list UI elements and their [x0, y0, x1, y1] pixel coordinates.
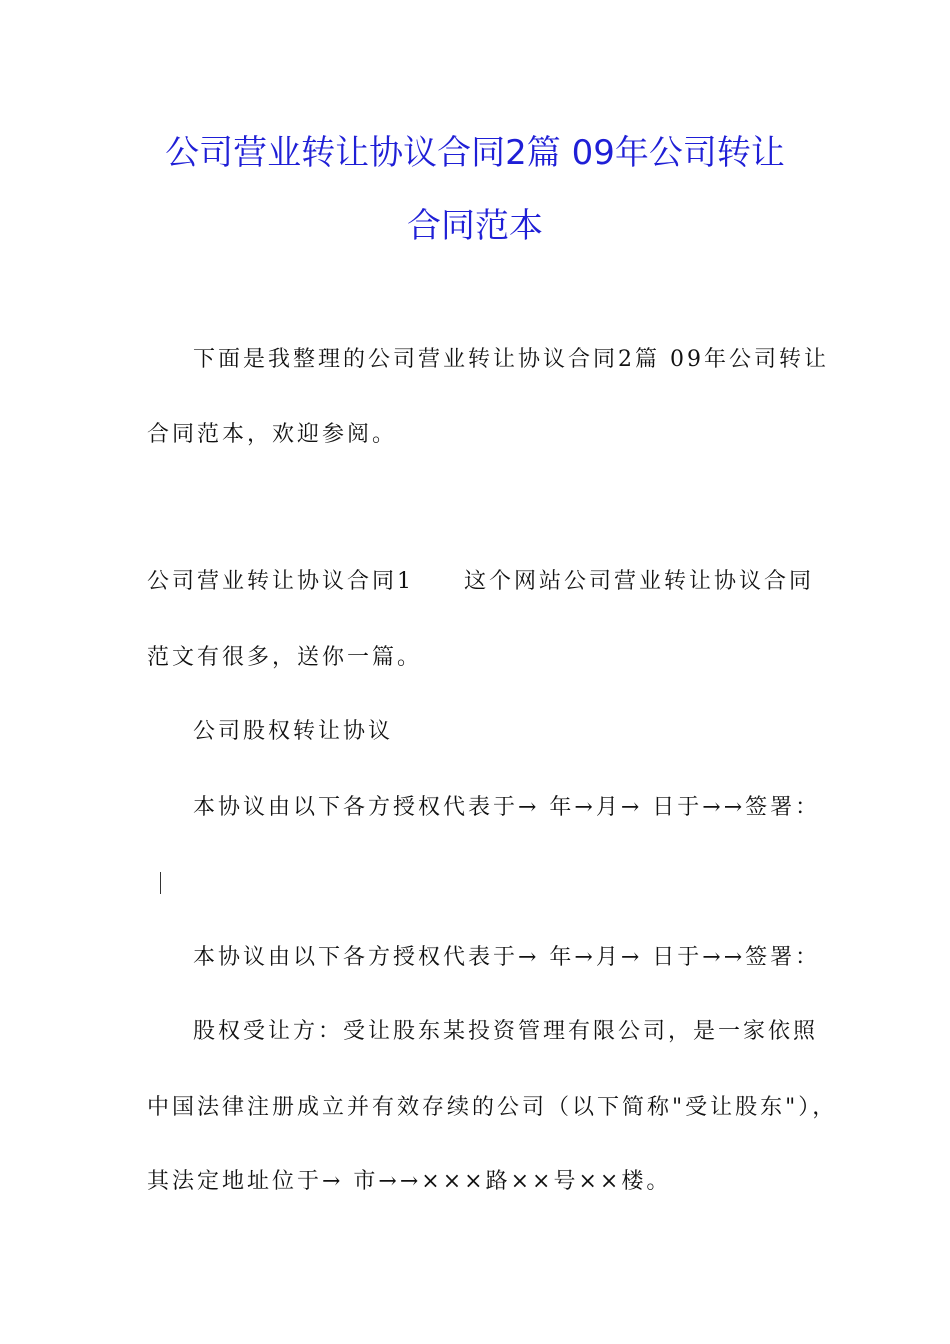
signing-line-a: 本协议由以下各方授权代表于→ 年→月→ 日于→→签署：	[193, 795, 821, 820]
transferee-text-line-1: 股权受让方：受让股东某投资管理有限公司，是一家依照	[193, 1019, 819, 1044]
transferee-text-line-3: 其法定地址位于→ 市→→×××路××号××楼。	[147, 1169, 672, 1194]
signing-line-b: 本协议由以下各方授权代表于→ 年→月→ 日于→→签署：	[193, 945, 821, 970]
intro-text-line-2: 合同范本，欢迎参阅。	[147, 422, 398, 447]
section-text-line-2: 范文有很多，送你一篇。	[147, 645, 423, 670]
document-title-line-1: 公司营业转让协议合同2篇 09年公司转让	[165, 133, 785, 173]
text-cursor-mark	[160, 872, 161, 894]
section-text-line-1: 公司营业转让协议合同1 这个网站公司营业转让协议合同	[147, 569, 814, 594]
transferee-text-line-2: 中国法律注册成立并有效存续的公司（以下简称"受让股东"），	[147, 1095, 838, 1120]
document-title-line-2: 合同范本	[407, 206, 543, 246]
intro-text-line-1: 下面是我整理的公司营业转让协议合同2篇 09年公司转让	[193, 347, 829, 372]
agreement-heading: 公司股权转让协议	[193, 719, 394, 744]
